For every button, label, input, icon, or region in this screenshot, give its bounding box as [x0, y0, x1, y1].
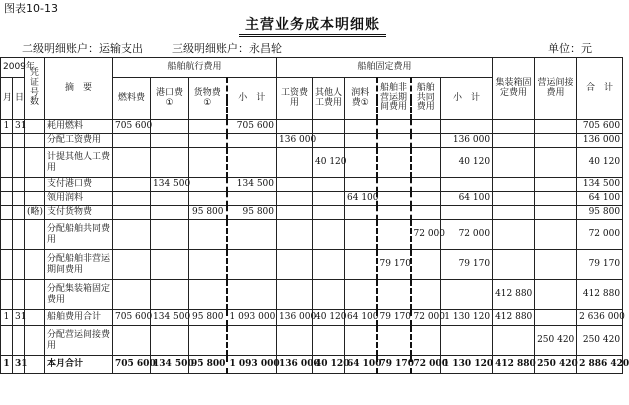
ledger-table [0, 57, 629, 374]
cell-indirect: 250 420 [535, 326, 577, 356]
cell-day: 31 [13, 356, 25, 374]
cell-vsub [227, 220, 277, 250]
cell-wages [277, 326, 313, 356]
cell-wages: 136 000 [277, 134, 313, 148]
voyage-group-header: 船舶航行费用 [113, 58, 277, 78]
cell-month [1, 280, 13, 310]
cell-fuel [113, 280, 151, 310]
ledger-row [1, 206, 623, 220]
cell-lub [345, 134, 377, 148]
cell-container [493, 220, 535, 250]
cell-vsub [227, 250, 277, 280]
cell-common [411, 192, 441, 206]
cell-container: 412 880 [493, 280, 535, 310]
cell-cargo: 95 800 [189, 310, 227, 326]
cell-port: 134 500 [151, 310, 189, 326]
cell-wages: 136 000 [277, 356, 313, 374]
fixed-group-header: 船舶固定费用 [277, 58, 493, 78]
cell-voucher [25, 280, 45, 310]
cell-fuel [113, 148, 151, 178]
cell-fuel [113, 206, 151, 220]
cell-vsub: 1 093 000 [227, 310, 277, 326]
cell-port [151, 220, 189, 250]
cell-lub [345, 178, 377, 192]
indirect-header: 营运间接费用 [535, 58, 577, 120]
cell-port [151, 134, 189, 148]
cell-container [493, 134, 535, 148]
cell-day: 31 [13, 310, 25, 326]
cell-total: 95 800 [577, 206, 623, 220]
cell-voucher [25, 326, 45, 356]
cell-other [313, 280, 345, 310]
cell-container: 412 880 [493, 310, 535, 326]
cell-nonop [377, 178, 411, 192]
cell-fsub [441, 120, 493, 134]
ledger-title: 主营业务成本明细账 [0, 14, 625, 34]
cell-fuel: 705 600 [113, 120, 151, 134]
total-row [1, 356, 629, 374]
cell-port: 134 500 [151, 356, 189, 374]
detail-rows [1, 120, 623, 310]
cell-nonop [377, 326, 411, 356]
cell-fsub: 72 000 [441, 220, 493, 250]
ledger-row [1, 280, 623, 310]
ledger-row [1, 148, 623, 178]
cell-total: 412 880 [577, 280, 623, 310]
wages-header: 工资费用 [277, 78, 313, 120]
cell-lub [345, 280, 377, 310]
cell-voucher [25, 134, 45, 148]
cell-summary: 分配船舶非营运期间费用 [45, 250, 113, 280]
cell-voucher [25, 148, 45, 178]
cell-total: 72 000 [577, 220, 623, 250]
cell-nonop [377, 206, 411, 220]
cell-cargo [189, 120, 227, 134]
figure-label: 图表10-13 [4, 2, 58, 15]
cell-month [1, 220, 13, 250]
cell-wages [277, 192, 313, 206]
cell-total: 79 170 [577, 250, 623, 280]
cell-wages [277, 206, 313, 220]
cell-other: 40 120 [313, 356, 345, 374]
cell-other [313, 178, 345, 192]
cell-nonop: 79 170 [377, 310, 411, 326]
cell-summary: 分配工资费用 [45, 134, 113, 148]
cell-nonop [377, 120, 411, 134]
cell-common [411, 326, 441, 356]
cell-month [1, 134, 13, 148]
cell-port [151, 192, 189, 206]
cell-cargo [189, 148, 227, 178]
cell-nonop [377, 280, 411, 310]
cell-container [493, 250, 535, 280]
ledger-row [1, 120, 623, 134]
cell-vsub: 705 600 [227, 120, 277, 134]
cell-other [313, 250, 345, 280]
cell-wages: 136 000 [277, 310, 313, 326]
cell-total: 136 000 [577, 134, 623, 148]
cell-wages [277, 280, 313, 310]
cell-lub [345, 148, 377, 178]
cell-other: 40 120 [313, 148, 345, 178]
cell-container: 412 880 [493, 356, 535, 374]
cell-total: 2 886 420 [577, 356, 623, 374]
cell-month: 1 [1, 120, 13, 134]
cell-vsub [227, 192, 277, 206]
cell-wages [277, 250, 313, 280]
cell-nonop: 79 170 [377, 356, 411, 374]
cell-container [493, 178, 535, 192]
port-header: 港口费① [151, 78, 189, 120]
year-header: 2009年 [1, 58, 25, 78]
cell-common: 72 000 [411, 356, 441, 374]
cell-vsub [227, 134, 277, 148]
cell-common [411, 134, 441, 148]
cell-fsub: 40 120 [441, 148, 493, 178]
cell-month [1, 206, 13, 220]
cell-lub: 64 100 [345, 192, 377, 206]
common-header: 船舶共同费用 [411, 78, 441, 120]
cell-fsub: 64 100 [441, 192, 493, 206]
cell-wages [277, 148, 313, 178]
cell-fuel [113, 326, 151, 356]
cell-common: 72 000 [411, 220, 441, 250]
cell-fsub: 79 170 [441, 250, 493, 280]
cell-nonop [377, 192, 411, 206]
cell-indirect [535, 134, 577, 148]
cell-cargo [189, 280, 227, 310]
cell-common [411, 178, 441, 192]
tertiary-account: 三级明细账户：永昌轮 [172, 42, 282, 55]
cell-port [151, 148, 189, 178]
cell-common: 72 000 [411, 310, 441, 326]
cell-vsub [227, 148, 277, 178]
cell-indirect [535, 250, 577, 280]
cell-nonop [377, 134, 411, 148]
cell-indirect [535, 148, 577, 178]
ledger-row [1, 178, 623, 192]
secondary-account: 二级明细账户：运输支出 [22, 42, 143, 55]
voyage-subtotal-header: 小 计 [227, 78, 277, 120]
cell-fsub [441, 178, 493, 192]
cell-container [493, 120, 535, 134]
cell-cargo: 95 800 [189, 356, 227, 374]
cell-lub [345, 250, 377, 280]
cell-cargo [189, 134, 227, 148]
cell-month [1, 326, 13, 356]
cell-cargo [189, 220, 227, 250]
cell-cargo: 95 800 [189, 206, 227, 220]
cell-indirect [535, 310, 577, 326]
cell-summary: 支付货物费 [45, 206, 113, 220]
cell-total: 250 420 [577, 326, 623, 356]
cell-month [1, 250, 13, 280]
cell-fuel: 705 600 [113, 310, 151, 326]
cell-fsub [441, 206, 493, 220]
cell-container [493, 206, 535, 220]
cell-cargo [189, 326, 227, 356]
cell-total: 705 600 [577, 120, 623, 134]
container-header: 集装箱固定费用 [493, 58, 535, 120]
cell-day [13, 280, 25, 310]
cell-port [151, 206, 189, 220]
cell-cargo [189, 250, 227, 280]
cell-other [313, 206, 345, 220]
cell-container [493, 326, 535, 356]
cell-summary: 计提其他人工费用 [45, 148, 113, 178]
cell-fuel [113, 178, 151, 192]
cell-month [1, 178, 13, 192]
ledger-row [1, 192, 623, 206]
cell-day [13, 148, 25, 178]
cell-day: 31 [13, 120, 25, 134]
cell-lub [345, 326, 377, 356]
cell-port [151, 120, 189, 134]
cell-fsub: 1 130 120 [441, 356, 493, 374]
cell-lub: 64 100 [345, 356, 377, 374]
cell-voucher [25, 220, 45, 250]
cell-vsub: 95 800 [227, 206, 277, 220]
cell-lub [345, 220, 377, 250]
voucher-header: 凭证号数 [25, 58, 45, 120]
cell-other [313, 120, 345, 134]
cell-total: 64 100 [577, 192, 623, 206]
cell-total: 40 120 [577, 148, 623, 178]
cell-total: 134 500 [577, 178, 623, 192]
cell-other [313, 220, 345, 250]
ledger-row [1, 220, 623, 250]
cell-fuel [113, 192, 151, 206]
total-header: 合 计 [577, 58, 623, 120]
cell-fsub: 1 130 120 [441, 310, 493, 326]
cell-day [13, 220, 25, 250]
fuel-header: 燃料费 [113, 78, 151, 120]
cell-summary: 船舶费用合计 [45, 310, 113, 326]
cell-day [13, 178, 25, 192]
cell-indirect: 250 420 [535, 356, 577, 374]
cell-day [13, 134, 25, 148]
ledger-row [1, 356, 623, 374]
cell-other: 40 120 [313, 310, 345, 326]
cell-voucher [25, 250, 45, 280]
other-labor-header: 其他人工费用 [313, 78, 345, 120]
cell-fuel: 705 600 [113, 356, 151, 374]
cell-summary: 分配营运间接费用 [45, 326, 113, 356]
cell-nonop [377, 220, 411, 250]
cell-total: 2 636 000 [577, 310, 623, 326]
cell-port [151, 280, 189, 310]
cell-fsub [441, 280, 493, 310]
cell-day [13, 326, 25, 356]
cargo-header: 货物费① [189, 78, 227, 120]
cell-month [1, 192, 13, 206]
cell-indirect [535, 206, 577, 220]
cell-summary: 本月合计 [45, 356, 113, 374]
cell-summary: 支付港口费 [45, 178, 113, 192]
cell-cargo [189, 178, 227, 192]
cell-other [313, 326, 345, 356]
cell-vsub [227, 326, 277, 356]
cell-container [493, 148, 535, 178]
cell-voucher: (略) [25, 206, 45, 220]
cell-fuel [113, 250, 151, 280]
cell-voucher [25, 120, 45, 134]
unit-label: 单位：元 [548, 42, 592, 55]
cell-common [411, 280, 441, 310]
subtotal-rows [1, 310, 623, 356]
cell-indirect [535, 220, 577, 250]
day-header: 日 [13, 78, 25, 120]
cell-wages [277, 220, 313, 250]
cell-other [313, 192, 345, 206]
cell-other [313, 134, 345, 148]
cell-lub [345, 206, 377, 220]
lubricant-header: 润料费① [345, 78, 377, 120]
month-header: 月 [1, 78, 13, 120]
cell-summary: 领用润料 [45, 192, 113, 206]
cell-fsub: 136 000 [441, 134, 493, 148]
cell-nonop: 79 170 [377, 250, 411, 280]
cell-fuel [113, 134, 151, 148]
ledger-row [1, 326, 623, 356]
cell-vsub: 1 093 000 [227, 356, 277, 374]
cell-vsub [227, 280, 277, 310]
cell-month: 1 [1, 356, 13, 374]
cell-summary: 分配集装箱固定费用 [45, 280, 113, 310]
cell-indirect [535, 280, 577, 310]
cell-day [13, 206, 25, 220]
cell-month [1, 148, 13, 178]
cell-common [411, 148, 441, 178]
cell-lub [345, 120, 377, 134]
ledger-row [1, 250, 623, 280]
cell-day [13, 250, 25, 280]
cell-indirect [535, 178, 577, 192]
cell-day [13, 192, 25, 206]
cell-nonop [377, 148, 411, 178]
summary-header: 摘 要 [45, 58, 113, 120]
cell-common [411, 250, 441, 280]
nonoperating-header: 船舶非营运期间费用 [377, 78, 411, 120]
ledger-row [1, 134, 623, 148]
cell-indirect [535, 120, 577, 134]
cell-cargo [189, 192, 227, 206]
cell-common [411, 120, 441, 134]
cell-summary: 耗用燃料 [45, 120, 113, 134]
cell-summary: 分配船舶共同费用 [45, 220, 113, 250]
cell-indirect [535, 192, 577, 206]
fixed-subtotal-header: 小 计 [441, 78, 493, 120]
cell-month: 1 [1, 310, 13, 326]
cell-lub: 64 100 [345, 310, 377, 326]
cell-port: 134 500 [151, 178, 189, 192]
cell-vsub: 134 500 [227, 178, 277, 192]
cell-fsub [441, 326, 493, 356]
cell-port [151, 326, 189, 356]
cell-common [411, 206, 441, 220]
cell-fuel [113, 220, 151, 250]
cell-voucher [25, 178, 45, 192]
cell-port [151, 250, 189, 280]
cell-voucher [25, 310, 45, 326]
ledger-row [1, 310, 623, 326]
cell-voucher [25, 192, 45, 206]
cell-container [493, 192, 535, 206]
cell-wages [277, 120, 313, 134]
cell-wages [277, 178, 313, 192]
